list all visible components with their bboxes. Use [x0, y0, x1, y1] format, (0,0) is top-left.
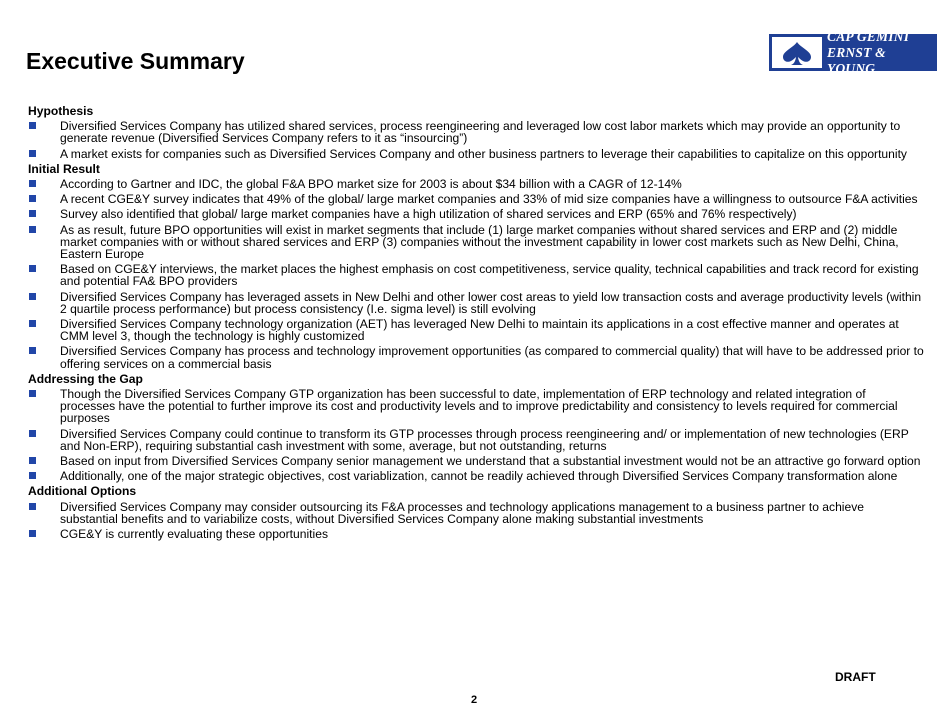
- bullet-item: [28, 263, 924, 287]
- summary-section: [28, 485, 924, 540]
- square-bullet-icon: [29, 226, 36, 233]
- summary-section: [28, 373, 924, 483]
- bullet-text: As as result, future BPO opportunities will exist in market segments that include (1) large market companies without shared services and ERP and (2) middle market companies with or without shared services and ERP (3) companies without the investment capability in lower cost markets such as New Delhi, China, Eastern Europe: [60, 222, 899, 262]
- bullet-text: Diversified Services Company may consider outsourcing its F&A processes and technology applications management to a business partner to achieve substantial benefits and to variabilize costs, without Diversified Services Company alone making substantial investments: [60, 499, 864, 526]
- summary-body: [28, 105, 924, 543]
- bullet-text: Diversified Services Company has process and technology improvement opportunities (as compared to commercial quality) that will have to be addressed prior to offering services on a commercial basis: [60, 344, 924, 371]
- square-bullet-icon: [29, 150, 36, 157]
- bullet-text: Diversified Services Company technology organization (AET) has leveraged New Delhi to maintain its applications in a cost effective manner and operates at CMM level 3, though the technology is highly customized: [60, 317, 899, 344]
- section-heading: Initial Result: [28, 161, 100, 176]
- bullet-text: Additionally, one of the major strategic objectives, cost variablization, cannot be readily achieved through Diversified Services Company transformation alone: [60, 469, 898, 484]
- square-bullet-icon: [29, 390, 36, 397]
- square-bullet-icon: [29, 180, 36, 187]
- spade-icon: [772, 37, 822, 68]
- section-heading: Addressing the Gap: [28, 371, 143, 386]
- bullet-item: [28, 470, 924, 482]
- page-number: 2: [471, 694, 478, 706]
- bullet-item: [28, 345, 924, 369]
- square-bullet-icon: [29, 195, 36, 202]
- bullet-list: [28, 120, 924, 160]
- square-bullet-icon: [29, 503, 36, 510]
- bullet-text: Diversified Services Company could continue to transform its GTP processes through process reengineering and/ or implementation of new technologies (ERP and Non-ERP), requiring substantial cash investment with some, average, but not outstanding, returns: [60, 426, 909, 453]
- page-title: Executive Summary: [26, 48, 245, 74]
- logo-line-2: ERNST & YOUNG: [827, 44, 886, 76]
- bullet-item: [28, 224, 924, 261]
- section-heading: Hypothesis: [28, 104, 94, 118]
- bullet-list: [28, 178, 924, 370]
- bullet-text: Though the Diversified Services Company GTP organization has been successful to date, implementation of ERP technology and related integration of processes have the potential to further improve its cost and productivity levels and to improve predictability and consistency to levels required for commercial purposes: [60, 387, 898, 426]
- logo-line-1: CAP GEMINI: [827, 28, 910, 44]
- section-heading: Additional Options: [28, 484, 137, 499]
- square-bullet-icon: [29, 472, 36, 479]
- bullet-item: [28, 193, 924, 205]
- square-bullet-icon: [29, 347, 36, 354]
- square-bullet-icon: [29, 430, 36, 437]
- bullet-text: Based on input from Diversified Services Company senior management we understand that a substantial investment would not be an attractive go forward option: [60, 454, 921, 469]
- bullet-item: [28, 120, 924, 144]
- bullet-text: A recent CGE&Y survey indicates that 49% of the global/ large market companies and 33% of mid size companies have a willingness to outsource F&A activities: [60, 192, 918, 207]
- bullet-text: CGE&Y is currently evaluating these opportunities: [60, 527, 328, 542]
- bullet-item: [28, 178, 924, 190]
- summary-section: [28, 105, 924, 160]
- bullet-item: [28, 208, 924, 220]
- bullet-text: Survey also identified that global/ large market companies have a high utilization of shared services and ERP (65% and 76% respectively): [60, 207, 797, 222]
- bullet-item: [28, 148, 924, 160]
- bullet-text: According to Gartner and IDC, the global F&A BPO market size for 2003 is about $34 billion with a CAGR of 12-14%: [60, 177, 682, 192]
- draft-label: DRAFT: [835, 670, 876, 684]
- company-logo: [769, 28, 937, 76]
- bullet-text: Based on CGE&Y interviews, the market places the highest emphasis on cost competitiveness, service quality, technical capabilities and track record for existing and potential FA& BPO providers: [60, 262, 919, 289]
- bullet-item: [28, 528, 924, 540]
- square-bullet-icon: [29, 265, 36, 272]
- square-bullet-icon: [29, 122, 36, 129]
- square-bullet-icon: [29, 457, 36, 464]
- square-bullet-icon: [29, 210, 36, 217]
- bullet-text: A market exists for companies such as Diversified Services Company and other business partners to leverage their capabilities to capitalize on this opportunity: [60, 146, 907, 161]
- bullet-item: [28, 501, 924, 525]
- bullet-item: [28, 291, 924, 315]
- bullet-list: [28, 501, 924, 541]
- bullet-text: Diversified Services Company has leveraged assets in New Delhi and other lower cost areas to yield low transaction costs and average productivity levels (within 2 quartile process performance) but process consistency (I.e. sigma level) is still evolving: [60, 289, 922, 316]
- summary-section: [28, 163, 924, 370]
- bullet-item: [28, 388, 924, 425]
- bullet-item: [28, 428, 924, 452]
- bullet-item: [28, 455, 924, 467]
- bullet-list: [28, 388, 924, 482]
- square-bullet-icon: [29, 320, 36, 327]
- square-bullet-icon: [29, 293, 36, 300]
- square-bullet-icon: [29, 530, 36, 537]
- bullet-item: [28, 318, 924, 342]
- bullet-text: Diversified Services Company has utilized shared services, process reengineering and leveraged low cost labor markets which may provide an opportunity to generate revenue (Diversified Services Company refers to it as “insourcing”): [60, 119, 901, 146]
